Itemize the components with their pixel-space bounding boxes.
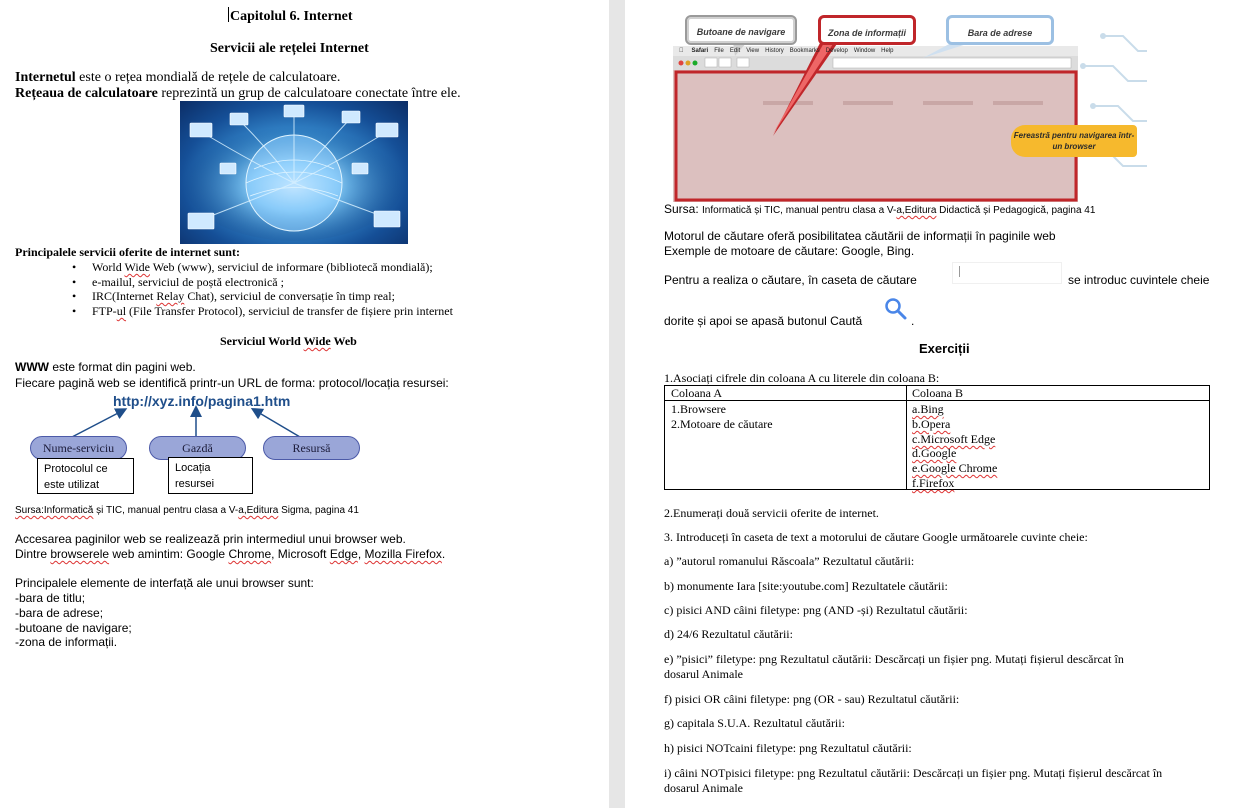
www-heading-text: Serviciul World — [220, 334, 304, 348]
service-text: Web (www), serviciul de informare (bibliotecă mondială); — [150, 260, 433, 274]
www-heading-flagged: Wide — [303, 334, 331, 348]
chapter-title — [228, 7, 353, 25]
url-description: Fiecare pagină web se identifică printr-un URL de forma: protocol/locația resursei: — [15, 376, 449, 390]
source-text: Sigma, pagina 41 — [278, 505, 359, 516]
exercise-2: 2.Enumerați două servicii oferite de internet. — [664, 506, 879, 520]
service-text-flagged: Relay — [156, 289, 185, 303]
exercise-3-item: g) capitala S.U.A. Rezultatul căutării: — [664, 716, 845, 730]
menu-item-help: Help — [876, 48, 889, 54]
menu-item-window: Window — [849, 48, 871, 54]
exercise-3-item: h) pisici NOTcaini filetype: png Rezultatul căutării: — [664, 741, 912, 755]
pill-service-name: Nume-serviciu — [30, 436, 127, 460]
column-a-header: Coloana A — [671, 386, 722, 400]
menu-item-view: View — [741, 48, 755, 54]
browser-screenshot — [673, 6, 1147, 202]
exercises-heading: Exerciții — [919, 341, 970, 356]
browsers-text: . — [441, 547, 446, 561]
exercise-3-item: e) ”pisici” filetype: png Rezultatul căutării: Descărcați un fișier png. Mutați fișierul descărcat în — [664, 652, 1124, 666]
service-item-ftp — [72, 304, 453, 318]
definition-network-term: Rețeaua de calculatoare — [15, 86, 158, 101]
network-illustration — [180, 101, 408, 244]
exercise-3-prompt: 3. Introduceți în caseta de text a motorului de căutare Google următoarele cuvinte cheie: — [664, 530, 1088, 544]
exercise-3-item: a) ”autorul romanului Răscoala” Rezultatul căutării: — [664, 554, 915, 568]
definition-network — [15, 86, 461, 102]
column-b-header: Coloana B — [912, 386, 963, 400]
column-a-item: 2.Motoare de căutare — [671, 417, 773, 431]
text-cursor — [228, 7, 229, 22]
source-text-flagged: a,Editura — [238, 505, 279, 516]
bullet-icon: • — [72, 304, 77, 318]
definition-internet-text: este o rețea mondială de rețele de calculatoare. — [75, 70, 341, 85]
www-definition — [15, 360, 196, 374]
bullet-icon: • — [72, 289, 77, 303]
service-text: IRC(Internet — [92, 289, 157, 303]
column-b-item: d.Google — [912, 446, 957, 460]
service-text-flagged: ul — [116, 304, 127, 318]
exercise-3-item: c) pisici AND câini filetype: png (AND -și) Rezultatul căutării: — [664, 603, 968, 617]
source-text: Informatică și TIC, manual pentru clasa a V- — [702, 205, 897, 216]
exercise-1-prompt: 1.Asociați cifrele din coloana A cu literele din coloana B: — [664, 371, 940, 385]
bullet-icon: • — [72, 260, 77, 274]
table-divider — [906, 386, 907, 489]
source-text-flagged: a,Editura — [896, 205, 937, 216]
search-instruction-b: se introduc cuvintele cheie — [1068, 273, 1210, 287]
callout-browser-window: Fereastră pentru navigarea într-un browser — [1011, 125, 1137, 157]
definition-internet-term: Internetul — [15, 70, 76, 85]
browsers-line — [15, 547, 445, 561]
browsers-text-flagged: Mozilla Firefox — [364, 547, 442, 561]
services-heading: Principalele servicii oferite de internet sunt: — [15, 245, 240, 259]
browsers-text: , — [357, 547, 365, 561]
browsers-text-flagged: browserele — [50, 547, 110, 561]
left-page — [0, 0, 609, 808]
element-item: -butoane de navigare; — [15, 621, 132, 635]
element-item: -bara de titlu; — [15, 591, 86, 605]
chapter-title-text: Capitolul 6. Internet — [230, 9, 353, 24]
browsers-text: Dintre — [15, 547, 51, 561]
search-box-image — [952, 262, 1062, 284]
section-title: Servicii ale rețelei Internet — [210, 41, 369, 56]
search-engine-line: Motorul de căutare oferă posibilitatea căutării de informații în paginile web — [664, 229, 1056, 243]
search-box-caret — [959, 266, 960, 277]
menu-item-safari: Safari — [687, 48, 704, 54]
column-a-item: 1.Browsere — [671, 402, 726, 416]
source-text: Didactică și Pedagogică, pagina 41 — [936, 205, 1096, 216]
callout-information-zone: Zona de informații — [818, 15, 916, 45]
menu-item-develop: Develop — [821, 48, 844, 54]
menu-item-bookmarks: Bookmarks — [785, 48, 816, 54]
service-text-flagged: Wide — [124, 260, 150, 274]
callout-address-bar: Bara de adrese — [946, 15, 1054, 45]
browsers-text: , Microsoft — [271, 547, 330, 561]
menu-item-file: File — [709, 48, 720, 54]
browser-menu-bar — [679, 46, 894, 56]
service-item-irc — [72, 289, 395, 303]
exercise-3-item: f) pisici OR câini filetype: png (OR - sau) Rezultatul căutării: — [664, 692, 960, 706]
browsers-text-flagged: Edge — [329, 547, 358, 561]
source-label: Sursa: — [664, 202, 703, 216]
service-text: (File Transfer Protocol), serviciul de transfer de fișiere prin internet — [126, 304, 453, 318]
column-b-item: b.Opera — [912, 417, 951, 431]
column-b-item: f.Firefox — [912, 476, 955, 490]
bullet-icon: • — [72, 275, 77, 289]
pill-host: Gazdă — [149, 436, 246, 460]
matching-table — [664, 385, 1210, 490]
exercise-3-item: d) 24/6 Rezultatul căutării: — [664, 627, 793, 641]
search-instruction-c: dorite și apoi se apasă butonul Caută — [664, 314, 863, 328]
exercise-3-item: b) monumente Iara [site:youtube.com] Rezultatele căutării: — [664, 579, 948, 593]
source-sigma — [15, 505, 359, 517]
service-text: World — [92, 260, 125, 274]
callout-navigation-buttons: Butoane de navigare — [685, 15, 797, 45]
menu-item-edit: Edit — [725, 48, 736, 54]
definition-internet — [15, 70, 340, 86]
www-definition-text: este format din pagini web. — [48, 360, 196, 374]
search-instruction-end: . — [911, 314, 915, 328]
column-b-item: a.Bing — [912, 402, 944, 416]
element-item: -bara de adrese; — [15, 606, 104, 620]
search-icon — [883, 296, 909, 322]
source-didactica — [664, 203, 1095, 217]
exercise-3-item: i) câini NOTpisici filetype: png Rezultatul căutării: Descărcați un fișier png. Mutați fișierul descărcat în — [664, 766, 1163, 780]
browsers-text-flagged: Chrome — [228, 547, 272, 561]
search-instruction-a: Pentru a realiza o căutare, în caseta de căutare — [664, 273, 917, 287]
service-text: Chat), serviciul de conversație în timp real; — [184, 289, 395, 303]
service-text: FTP- — [92, 304, 117, 318]
column-b-item: e.Google Chrome — [912, 461, 998, 475]
definition-network-text: reprezintă un grup de calculatoare conectate între ele. — [157, 86, 461, 101]
right-page — [625, 0, 1247, 808]
box-location: Locația resursei — [168, 457, 253, 494]
service-text: e-mailul, serviciul de poștă electronică ; — [92, 275, 284, 289]
browsers-text: web amintim: Google — [109, 547, 229, 561]
access-line: Accesarea paginilor web se realizează prin intermediul unui browser web. — [15, 532, 406, 546]
service-item-email — [72, 275, 284, 289]
element-item: -zona de informații. — [15, 635, 118, 649]
elements-heading: Principalele elemente de interfață ale unui browser sunt: — [15, 576, 314, 590]
www-term: WWW — [15, 360, 49, 374]
menu-item-history: History — [760, 48, 780, 54]
box-protocol: Protocolul ce este utilizat — [37, 458, 134, 494]
network-illustration-graphic — [180, 101, 408, 244]
exercise-3-item-cont: dosarul Animale — [664, 667, 743, 681]
url-example: http://xyz.info/pagina1.htm — [113, 393, 291, 409]
search-engine-examples: Exemple de motoare de căutare: Google, Bing. — [664, 244, 915, 258]
source-text: și TIC, manual pentru clasa a V- — [93, 505, 239, 516]
column-b-item: c.Microsoft Edge — [912, 432, 996, 446]
pill-resource: Resursă — [263, 436, 360, 460]
service-item-www — [72, 260, 433, 274]
www-heading — [220, 334, 357, 348]
source-text-flagged: Sursa:Informatică — [15, 505, 94, 516]
exercise-3-item-cont: dosarul Animale — [664, 781, 743, 795]
www-heading-text: Web — [330, 334, 357, 348]
